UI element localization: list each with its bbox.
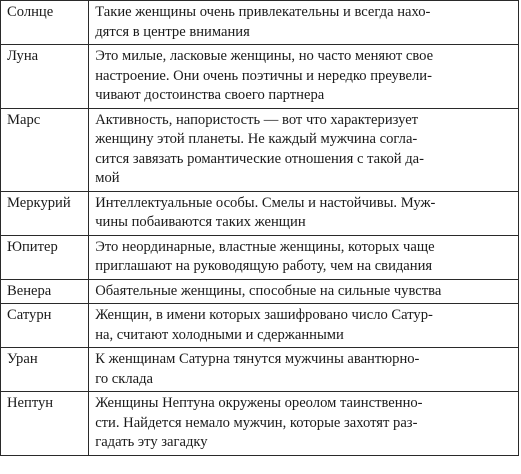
description-line: Интеллектуальные особы. Смелы и настойчивы. Муж-	[95, 194, 436, 211]
description-line: приглашают на руководящую работу, чем на свидания	[95, 258, 433, 274]
table-row	[1, 279, 519, 304]
table-row	[1, 392, 519, 456]
description-line: дятся в центре внимания	[95, 23, 250, 40]
planet-description	[89, 392, 519, 456]
table-row	[1, 191, 519, 235]
description-line: чины побаиваются таких женщин	[95, 214, 306, 230]
planet-name: Юпитер	[1, 235, 89, 279]
planet-name: Меркурий	[1, 191, 89, 235]
description-line: настроение. Они очень поэтичны и нередко преувели-	[95, 67, 432, 84]
description-line: Это милые, ласковые женщины, но часто меняют свое	[95, 48, 434, 64]
description-line: сти. Найдется немало мужчин, которые захотят раз-	[95, 414, 418, 431]
planet-name: Уран	[1, 348, 89, 392]
description-line: Обаятельные женщины, способные на сильные чувства	[95, 282, 442, 299]
planet-name: Сатурн	[1, 304, 89, 348]
description-line: го склада	[95, 370, 154, 387]
table-row	[1, 108, 519, 191]
description-line: Женщин, в имени которых зашифровано число Сатур-	[95, 307, 433, 323]
description-line: на, считают холодными и сдержанными	[95, 326, 344, 343]
planet-description	[89, 1, 519, 45]
planet-description	[89, 304, 519, 348]
planet-description	[89, 191, 519, 235]
planet-name: Луна	[1, 45, 89, 109]
planet-description	[89, 348, 519, 392]
planet-name: Солнце	[1, 1, 89, 45]
description-line: сится завязать романтические отношения с такой да-	[95, 150, 425, 167]
description-line: Такие женщины очень привлекательны и всегда нахо-	[95, 4, 431, 20]
table-row	[1, 1, 519, 45]
planet-description	[89, 235, 519, 279]
planet-name: Нептун	[1, 392, 89, 456]
description-line: женщину этой планеты. Не каждый мужчина согла-	[95, 131, 418, 147]
table-row	[1, 304, 519, 348]
table-row	[1, 348, 519, 392]
planet-description	[89, 45, 519, 109]
description-line: К женщинам Сатурна тянутся мужчины авантюрно-	[95, 351, 420, 367]
table-row	[1, 235, 519, 279]
planet-description	[89, 108, 519, 191]
description-line: мой	[95, 170, 120, 186]
description-line: гадать эту загадку	[95, 434, 208, 450]
table-row	[1, 45, 519, 109]
planet-description	[89, 279, 519, 304]
description-line: Активность, напористость — вот что характеризует	[95, 111, 419, 128]
description-line: Это неординарные, властные женщины, которых чаще	[95, 238, 435, 255]
planet-name: Марс	[1, 108, 89, 191]
description-line: Женщины Нептуна окружены ореолом таинственно-	[95, 395, 423, 411]
planet-name: Венера	[1, 279, 89, 304]
description-line: чивают достоинства своего партнера	[95, 87, 325, 103]
